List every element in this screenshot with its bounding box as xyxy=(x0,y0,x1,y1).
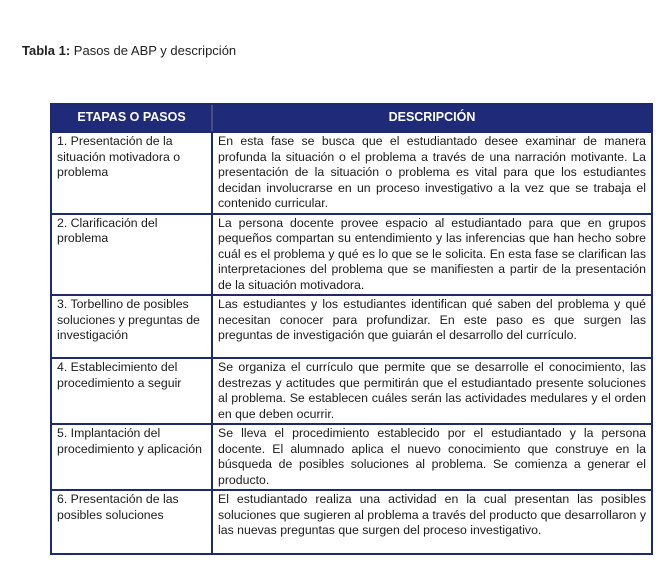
table-row xyxy=(52,358,651,424)
description-cell: En esta fase se busca que el estudiantado desee examinar de manera profunda la situación o el problema a través de una narración motivante. La presentación de la situación o problema es vital para que los estudiantes decidan involucrarse en un proceso investigativo a la vez que se trabaja el contenido curricular. xyxy=(212,132,651,214)
table-row xyxy=(52,424,651,490)
step-cell: 1. Presentación de la situación motivadora o problema xyxy=(52,132,212,214)
table-caption xyxy=(22,43,236,59)
description-cell: Se lleva el procedimiento establecido por el estudiantado y la persona docente. El alumnado aplica el nuevo conocimiento que construye en la búsqueda de posibles soluciones al problema. Se comienza a generar el producto. xyxy=(212,424,651,490)
abp-table xyxy=(52,105,651,553)
header-steps: ETAPAS O PASOS xyxy=(52,105,212,132)
description-cell: Las estudiantes y los estudiantes identifican qué saben del problema y qué necesitan conocer para profundizar. En este paso es que surgen las preguntas de investigación que guiarán el desarrollo del currículo. xyxy=(212,295,651,358)
step-cell: 2. Clarificación del problema xyxy=(52,214,212,296)
description-cell: Se organiza el currículo que permite que se desarrolle el conocimiento, las destrezas y actitudes que permitirán que el estudiantado presente soluciones al problema. Se establecen cuáles serán las actividades medulares y el orden en que deben ocurrir. xyxy=(212,358,651,424)
step-cell: 3. Torbellino de posibles soluciones y preguntas de investigación xyxy=(52,295,212,358)
table-row xyxy=(52,132,651,214)
description-cell: El estudiantado realiza una actividad en la cual presentan las posibles soluciones que sugieren al problema a través del producto que desarrollaron y las nuevas preguntas que surgen del proceso investigativo. xyxy=(218,492,646,537)
step-cell: 6. Presentación de las posibles soluciones xyxy=(52,490,212,553)
header-description: DESCRIPCIÓN xyxy=(212,105,651,132)
step-cell: 5. Implantación del procedimiento y aplicación xyxy=(52,424,212,490)
table-row xyxy=(52,214,651,296)
table-row xyxy=(52,295,651,358)
abp-steps-table xyxy=(50,103,653,555)
table-caption-label: Tabla 1: xyxy=(22,43,71,58)
table-row xyxy=(52,490,651,553)
table-header-row xyxy=(52,105,651,132)
description-cell: La persona docente provee espacio al estudiantado para que en grupos pequeños compartan su entendimiento y las inferencias que han hecho sobre cuál es el problema y qué es lo que se le solicita. En esta fase se clarifican las interpretaciones del problema que se manifiesten a partir de la presentación de la situación motivadora. xyxy=(212,214,651,296)
step-cell: 4. Establecimiento del procedimiento a seguir xyxy=(52,358,212,424)
table-caption-text: Pasos de ABP y descripción xyxy=(73,43,237,58)
